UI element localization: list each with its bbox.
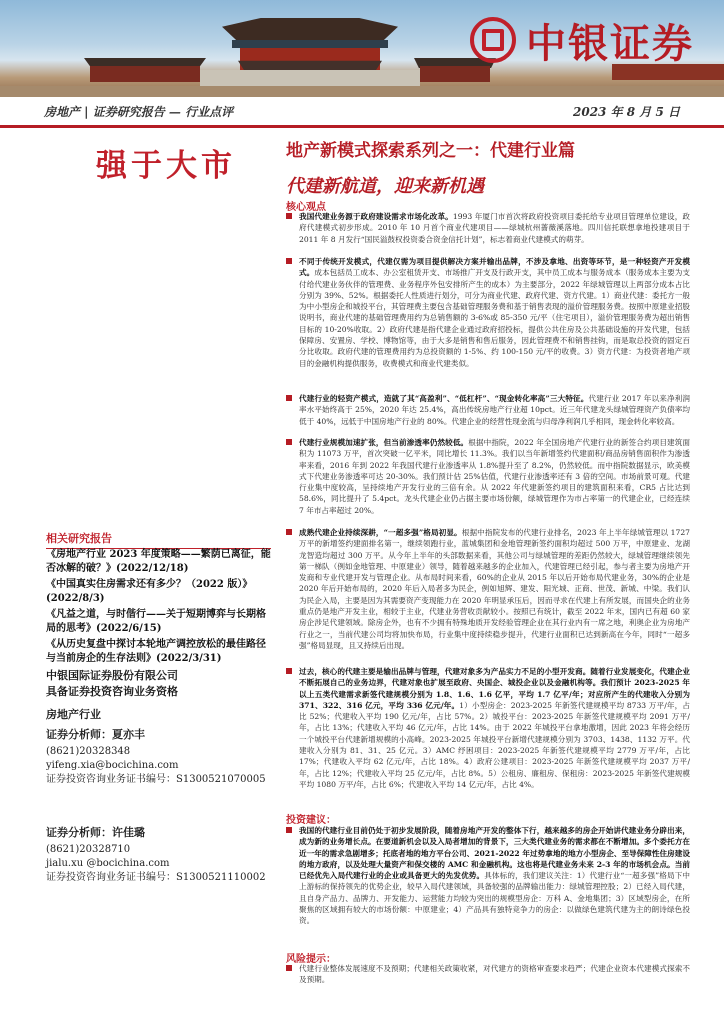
brand-name: 中银证券 [526, 20, 694, 67]
risk-heading: 风险提示： [286, 954, 336, 965]
analyst-block [46, 826, 276, 885]
report-title: 地产新模式探索系列之一：代建行业篇 [286, 141, 575, 161]
related-reports-list [46, 548, 274, 668]
point-body: 代建行业整体发展速度不及预期；代建相关政策收紧，对代建方的资格审查要求趋严；代建企业资本代建模式探索不及预期。 [299, 964, 690, 985]
analyst-name: 证券分析师：夏亦丰 [46, 728, 145, 741]
left-hall-image [90, 66, 200, 82]
report-date: 2023 年 8 月 5 日 [573, 105, 680, 119]
analyst-license: 证券投资咨询业务证书编号：S1300521110002 [46, 872, 266, 883]
core-point [286, 393, 690, 427]
core-point [286, 666, 690, 790]
square-bullet-icon [286, 668, 292, 674]
point-lead: 过去，核心的代建主要是输出品牌与管理，代建对象多为产品实力不足的小型开发商。随着行业发展变化，代建企业不断拓展自己的业务边界，代建对象也扩展至政府、央国企、城投企业以及金融机构等。我们预计 2023-2025 年以上五类代建需求新签代建规模分别为 1.8、1.6、1.6 亿平，平均 1.7 亿平/年；对应所产生的代建收入分别为 371、322、316 亿元，平均 336 亿元/年。 [299, 667, 690, 710]
rating-label: 强于大市 [96, 148, 236, 184]
point-body: 根据中指院发布的代建行业排名，2023 年上半年绿城管理以 1727 万平的新增签约建面排名第一，继续领跑行业，蓝城集团和金地管理新签约面积均超过 500 万平，中原建业、龙湖龙智造均超过 300 万平。从今年上半年的头部数据来看，其他公司与绿城管理的差距仍然较大，绿城管理继续领先第一梯队（例如金地管理、中原建业）领导，随着越来越多的企业加入，代建管理已经引起，参与者主要为房地产开发商和专业代建开发与管理企业。从布局时间来看，60%的企业从 2015 年以后开始布局代建业务，30%的企业是 2020 年后开始布局的，2020 年后入局者多为民企，例如旭辉、建发、阳光城、正商、世茂、新城、中梁。我们认为民企入局，主要是因为其需要资产变现能力在 2020 年明显承压后，因而寻求在代建上有所发展，而国央企的业务重点仍是地产开发主业，相较于主业，代建业务营收贡献较小。按照已有统计，截至 2022 年末，国内已有超 60 家房企涉足代建领域。除房企外，也有不少拥有特殊地质开发经验管理企业在其行业内有一席之地，利奥企业为房地产行业之一，当前代建公司均将加快布局，行业集中度持续稳步提升，代建行业面积已达到新高在今年，同时“一超多强”格局显现，且又持续后出现。 [299, 528, 690, 650]
analyst-block [46, 728, 276, 787]
core-views-heading: 核心观点 [286, 202, 326, 213]
point-lead: 我国的代建行业目前仍处于初步发展阶段，随着房地产开发的整体下行，越来越多的房企开始讲代建业务分辟出来，成为新的业务增长点。在要道新机会以及入局者增加的背景下，三大类代建业务的需求都在不断增加。多个委托方在近一年的需求急剧增多；托底者地的地方平台公司、2021-2022 年过势拿地的地方小型房企、至导保障性住房建设的地方政府，以及处理大量资产和保交楼的 AMC 和金融机构。这也将是代建业务未来 2-3 年的市场机会点。当前已经优先入局代建行业的企业或具备更大的先发优势。 [299, 826, 690, 881]
core-point [286, 437, 690, 516]
analyst-phone: (8621)20328348 [46, 746, 131, 757]
analyst-phone: (8621)20328710 [46, 844, 131, 855]
report-strip [0, 97, 724, 128]
square-bullet-icon [286, 395, 292, 401]
related-report-item[interactable]: 《房地产行业 2023 年度策略——繁荫已离征，能否冰解的破？》(2022/12/18) [46, 549, 271, 574]
palace-eave-image [232, 40, 388, 48]
analyst-email[interactable]: yifeng.xia@bocichina.com [46, 760, 179, 771]
investment-point [286, 825, 690, 927]
industry-label: 房地产行业 [46, 708, 101, 721]
investment-heading: 投资建议： [286, 815, 336, 826]
analyst-name: 证券分析师：许佳璐 [46, 826, 145, 839]
analyst-license: 证券投资咨询业务证书编号：S1300521070005 [46, 774, 266, 785]
courtyard-image [0, 86, 724, 97]
point-lead: 代建行业规模加速扩张，但当前渗透率仍然较低。 [299, 438, 469, 447]
breadcrumb: 房地产 | 证券研究报告 — 行业点评 [44, 105, 234, 119]
square-bullet-icon [286, 529, 292, 535]
related-report-item[interactable]: 《从历史复盘中探讨本轮地产调控放松的最佳路径与当前房企的生存法则》(2022/3/31) [46, 639, 266, 664]
brand-logo [470, 10, 700, 70]
point-body: 1993 年厦门市首次将政府投资项目委托给专业项目管理单位建设，政府代建模式初步形成。2010 年 10 月首个商业代建项目——绿城杭州蔷薇溪落地。四川信托联想拿地投建项目于 2011 年 8 月发行“国民溢鼓权投资委合资金信托计划”，标志着商业代建模式的萌芽。 [299, 212, 690, 244]
core-point [286, 527, 690, 651]
point-lead: 代建行业的轻资产模式，造就了其“高盈利”、“低杠杆”、“现金转化率高”三大特征。 [299, 394, 589, 403]
related-report-item[interactable]: 《中国真实住房需求还有多少？（2022 版）》(2022/8/3) [46, 579, 253, 604]
point-body: 根据中指院，2022 年全国房地产代建行业的新签合约项目建筑面积为 11073 万平，首次突破一亿平米，同比增长 11.3%。我们以当年新增签约代建面积/商品房销售面积作为渗透率来看，2016 年到 2022 年我国代建行业渗透率从 1.8%提升至了 8.2%，仍然较低。而中指院数据显示，欧美模式下代建业务渗透率可达 20-30%。我们预计估 25%估值，代建行业渗透率还有 3 倍的空间。市场前景可观。代建行业集中度较高，呈持续地产开发行业的三倍有余。从 2022 年代建新签约项目的建筑面积来看，CR5 占比达到 58.6%，同比提升了 5.4pct。龙头代建企业仍占据主要市场份额，绿城管理作为市占率第一的代建企业，已经连续 7 年市占率超过 20%。 [299, 438, 690, 515]
point-lead: 不同于传统开发模式，代建仅需为项目提供解决方案并输出品牌，不涉及拿地、出资等环节，是一种轻资产开发模式。 [299, 257, 690, 278]
core-point [286, 256, 690, 369]
core-point [286, 211, 690, 245]
risk-point [286, 963, 690, 986]
header-banner [0, 0, 724, 97]
point-body: 代建行业 2017 年以来净利润率水平始终高于 25%，2020 年达 25.4%，高出传统房地产行业超 10pct。近三年代建龙头绿城管理资产负债率均低于 40%，远低于中国房地产行业的 80%。代建企业的经营性现金流与归母净利润几乎相同，现金转化率较高。 [299, 394, 690, 426]
palace-roof-image [222, 18, 398, 40]
point-lead: 成熟代建企业持续深耕，“一超多强”格局初显。 [299, 528, 462, 537]
point-body: 具体标的，我们建议关注：1）代建行业“一超多强”格局下中上游标的保持领先的优势企业，较早入局代建领域，具备较强的品牌输出能力：绿城管理控股；2）已经入局代建，且自身产品力、品牌力、开发能力、运营能力均较为突出的规模型房企：万科 A、金地集团；3）区域型房企，在所聚焦的区域拥有较大的市场份额：中原建业；4）产品具有独特竞争力的房企：以做绿色建筑代建为主的朗诗绿色投资。 [299, 871, 690, 926]
square-bullet-icon [286, 258, 292, 264]
point-body: 1）小型房企：2023-2025 年新签代建规模平均 8733 万平/年，占比 52%；代建收入平均 190 亿元/年，占比 57%。2）城投平台：2023-2025 年新签代建规模平均 2091 万平/年，占比 13%；代建收入平均 46 亿元/年，占比 14%。由于 2022 年城投平台拿地激增，因此 2023 年将会经历一个城投平台代建新增规模的小高峰。2023-2025 年城投平台新增代建规模分别为 3703、1438、1132 万平。代建收入分别为 81、31、25 亿元。3）AMC 纾困项目：2023-2025 年新签代建规模平均 2779 万平/年，占比 17%；代建收入平均 62 亿元/年，占比 18%。4）政府公建项目：2023-2025 年新签代建规模平均 2037 万平/年，占比 12%；代建收入平均 25 亿元/年，占比 8%。5）公租房、廉租房、保租房：2023-2025 年新签代建规模平均 1080 万平/年，占比 6%；代建收入平均 14 亿元/年，占比 4%。 [299, 700, 691, 789]
point-body: 成本包括员工成本、办公室租赁开支、市场推广开支及行政开支，其中员工成本与服务成本（服务成本主要为支付给代建业务伙伴的管理费、业务程序外包安排所产生的成本）为主要部分，2022 年绿城管理以上两部分成本占比分别为 39%、52%。根据委托人性质进行划分，可分为商业代建、政府代建、资方代建。1）商业代建：委托方一般为中小型房企和城投平台，其管理费主要包含基础管理服务费和基于销售表现的溢价管理服务费。按照中原建业招股说明书，商业代建的基础管理费用约为总销售额的 3-6%或 85-350 元/平（住宅项目），溢价管理服务费为超出销售目标的 10-20%收取。2）政府代建是指代建企业通过政府招投标，提供公共住房及公共基础设施的开发代建，包括保障房、安置房、学校、博物馆等，由于大多是销售和售后服务，因此管理费不和销售挂钩，而是取总投资的固定百分比收取。政府代建的管理费用约为总投资额的 1-5%、约 100-150 元/平的收费。3）资方代建：为投资者地产项目的金融机构提供服务，收费模式和商业代建类似。 [299, 268, 691, 368]
square-bullet-icon [286, 965, 292, 971]
analyst-email[interactable]: jialu.xu @bocichina.com [46, 858, 170, 869]
point-lead: 我国代建业务源于政府建设需求市场化改革。 [299, 212, 453, 221]
related-report-item[interactable]: 《凡益之道，与时偕行——关于短期博弈与长期格局的思考》(2022/6/15) [46, 609, 266, 634]
square-bullet-icon [286, 439, 292, 445]
firm-name: 中银国际证券股份有限公司 具备证券投资咨询业务资格 [46, 669, 178, 698]
related-reports-title: 相关研究报告 [46, 530, 271, 549]
square-bullet-icon [286, 827, 292, 833]
bank-coin-icon [470, 17, 516, 63]
square-bullet-icon [286, 213, 292, 219]
report-subtitle: 代建新航道，迎来新机遇 [286, 176, 484, 197]
